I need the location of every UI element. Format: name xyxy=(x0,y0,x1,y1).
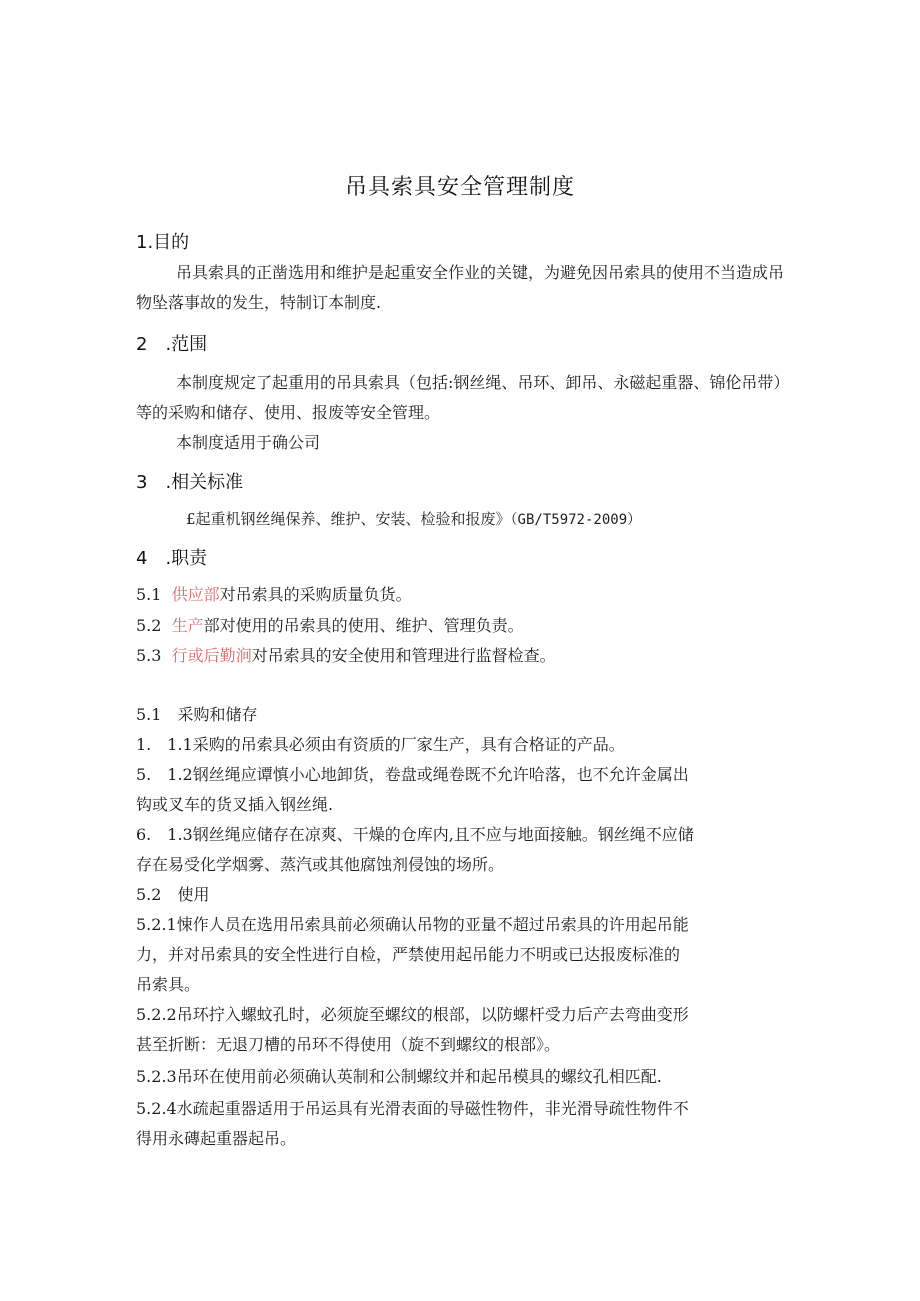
usage-item-2-line-2: 甚至折断：无退刀槽的吊环不得使用（旋不到螺纹的根部》。 xyxy=(136,1035,561,1054)
standard-reference xyxy=(186,504,641,535)
standard-code: （GB/T5972-2009） xyxy=(510,512,642,528)
section-3-heading: 3 .相关标准 xyxy=(136,472,244,493)
usage-item-3: 5.2.3吊环在使用前必须确认英制和公制螺纹并和起吊模具的螺纹孔相匹配. xyxy=(136,1067,662,1086)
section-1-paragraph: 吊具索具的正凿选用和维护是起重安全作业的关键，为避免因吊索具的使用不当造成吊物坠落事故的发生，特制订本制度. xyxy=(136,263,785,312)
storage-item-2-line-1: 5. 1.2钢丝绳应谭慎小心地卸货，卷盘或绳卷既不允许哈落，也不允许金属出 xyxy=(136,765,689,784)
storage-item-2-line-2: 钩或叉车的货叉插入钢丝绳. xyxy=(136,795,334,814)
duty-text: 对吊索具的采购质量负货。 xyxy=(219,585,412,604)
section-2-paragraph-1: 本制度规定了起重用的吊具索具（包括:钢丝绳、吊环、卸吊、永磁起重器、锦伦吊带）等的采购和储存、使用、报废等安全管理。 xyxy=(136,373,782,422)
usage-item-4-line-2: 得用永磚起重器起吊。 xyxy=(136,1129,297,1148)
duty-department: 生产 xyxy=(171,616,204,635)
storage-item-3-line-2: 存在易受化学烟雾、蒸汽或其他腐蚀剂侵蚀的场所。 xyxy=(136,855,505,874)
usage-item-2-line-1: 5.2.2吊环拧入螺蚊孔时，必须旋至螺纹的根部，以防螺杆受力后产去弯曲变形 xyxy=(136,1005,689,1024)
duty-item-2 xyxy=(136,611,524,641)
section-4-heading: 4 .职责 xyxy=(136,548,208,569)
subsection-5-1-heading: 5.1 采购和储存 xyxy=(136,705,258,724)
standard-title: £起重机钢丝绳保养、维护、安装、检验和报废》 xyxy=(186,510,511,528)
document-title: 吊具索具安全管理制度 xyxy=(344,175,575,200)
section-1-heading: 1.目的 xyxy=(136,232,190,253)
duty-department: 供应部 xyxy=(171,585,220,604)
duty-department: 行或后勤涧 xyxy=(171,646,252,665)
section-2-paragraph-2: 本制度适用于确公司 xyxy=(176,433,321,452)
duty-text: 对吊索具的安全使用和管理进行监督检查。 xyxy=(251,646,556,665)
storage-item-3-line-1: 6. 1.3钢丝绳应储存在凉爽、干燥的仓库内,且不应与地面接触。钢丝绳不应储 xyxy=(136,825,694,844)
usage-item-1-line-1: 5.2.1悚作人员在选用吊索具前必须确认吊物的亚量不超过吊索具的许用起吊能 xyxy=(136,915,689,934)
duty-text: 部对使用的吊索具的使用、维护、管理负责。 xyxy=(203,616,524,635)
usage-item-4-line-1: 5.2.4水疏起重器适用于吊运具有光滑表面的导磁性物件，非光滑导疏性物件不 xyxy=(136,1099,689,1118)
storage-item-1: 1. 1.1采购的吊索具必须由有资质的厂家生产，具有合格证的产品。 xyxy=(136,735,625,754)
duty-item-number: 5.2 xyxy=(136,616,162,635)
duty-item-1 xyxy=(136,580,412,610)
duty-item-number: 5.3 xyxy=(136,646,162,665)
subsection-5-2-heading: 5.2 使用 xyxy=(136,885,210,904)
usage-item-1-line-2: 力，并对吊索具的安全性进行自检，严禁使用起吊能力不明或已达报废标准的 xyxy=(136,945,681,964)
usage-item-1-line-3: 吊索具。 xyxy=(136,975,201,994)
section-2-heading: 2 .范围 xyxy=(136,334,208,355)
duty-item-number: 5.1 xyxy=(136,585,162,604)
duty-item-3 xyxy=(136,641,556,671)
